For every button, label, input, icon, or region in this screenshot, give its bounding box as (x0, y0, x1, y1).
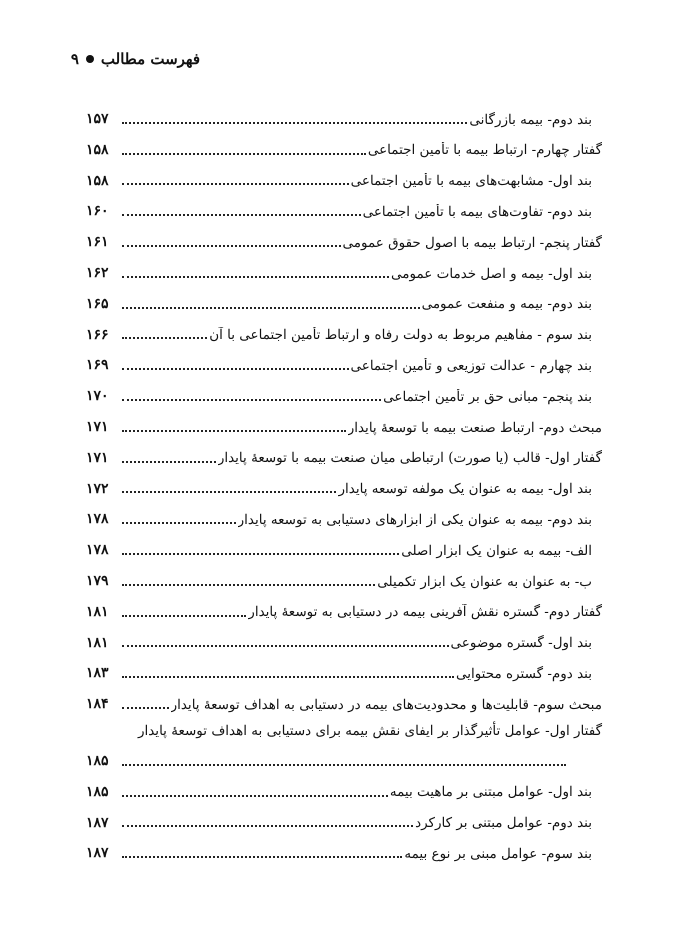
toc-entry-page: ۱۷۹ (86, 572, 109, 589)
toc-entry (86, 436, 602, 467)
toc-entry (86, 682, 602, 713)
toc-entry (86, 189, 602, 220)
leader-dots (122, 552, 399, 555)
toc-entry (86, 621, 602, 652)
toc-entry (86, 831, 602, 862)
toc-entry (86, 220, 602, 251)
toc-entry-page: ۱۶۶ (86, 326, 109, 343)
toc-entry-page: ۱۸۵ (86, 752, 109, 769)
toc-entry-page: ۱۸۱ (86, 634, 109, 651)
toc-entry-title: گفتار اول- عوامل تأثیرگذار بر ایفای نقش بیمه برای دستیابی به اهداف توسعهٔ پایدار (137, 722, 602, 739)
toc-entry-title: مبحث دوم- ارتباط صنعت بیمه با توسعهٔ پایدار (347, 419, 602, 436)
toc-entry-title: بند دوم- بیمه و منفعت عمومی (421, 296, 592, 313)
toc-entry-title: بند اول- عوامل مبتنی بر ماهیت بیمه (389, 784, 592, 801)
toc-entry-title: بند دوم- عوامل مبتنی بر کارکرد (415, 815, 592, 832)
leader-dots (122, 614, 246, 617)
toc-entry-page: ۱۷۰ (86, 388, 109, 405)
toc-entry (86, 282, 602, 313)
toc-entry-title: بند اول- گستره موضوعی (450, 635, 592, 652)
leader-dots (122, 429, 346, 432)
leader-dots (122, 824, 413, 827)
toc-entry (86, 528, 602, 559)
leader-dots (122, 521, 236, 524)
toc-entry (86, 97, 602, 128)
toc-entry-page: ۱۷۸ (86, 542, 109, 559)
toc-entry (86, 559, 602, 590)
toc-entry (86, 343, 602, 374)
toc-entry-title: بند اول- بیمه و اصل خدمات عمومی (391, 265, 592, 282)
toc-entry-title: گفتار اول- قالب (یا صورت) ارتباطی میان صنعت بیمه با توسعهٔ پایدار (217, 450, 602, 467)
toc-entry-page: ۱۸۷ (86, 814, 109, 831)
toc-entry (86, 497, 602, 528)
bullet-icon (86, 55, 94, 63)
leader-dots (122, 675, 454, 678)
toc-entry-title: ب- به عنوان به عنوان یک ابزار تکمیلی (377, 573, 592, 590)
toc-entry-title: الف- بیمه به عنوان یک ابزار اصلی (401, 542, 592, 559)
toc-entry-page: ۱۶۰ (86, 203, 109, 220)
header-title: فهرست مطالب (100, 50, 200, 68)
toc-entry-page: ۱۷۸ (86, 511, 109, 528)
leader-dots (122, 213, 361, 216)
toc-entry-continuation (86, 739, 602, 770)
toc-entry (86, 713, 602, 739)
toc-entry-title: گفتار پنجم- ارتباط بیمه با اصول حقوق عمومی (342, 234, 602, 251)
leader-dots (122, 794, 388, 797)
toc-entry-page: ۱۸۷ (86, 845, 109, 862)
toc-entry-page: ۱۸۱ (86, 603, 109, 620)
toc-entry-title: بند اول- بیمه به عنوان یک مولفه توسعه پایدار (338, 481, 592, 498)
toc-entry-title: بند چهارم - عدالت توزیعی و تأمین اجتماعی (350, 357, 592, 374)
toc-entry-page: ۱۸۴ (86, 696, 109, 713)
toc-entry-title: بند اول- مشابهت‌های بیمه با تأمین اجتماعی (350, 173, 592, 190)
toc-entry (86, 801, 602, 832)
leader-dots (122, 244, 341, 247)
leader-dots (122, 398, 381, 401)
leader-dots (122, 182, 349, 185)
toc-entry-page: ۱۷۱ (86, 449, 109, 466)
leader-dots (122, 490, 336, 493)
toc-entry-page: ۱۸۳ (86, 665, 109, 682)
leader-dots (122, 275, 389, 278)
toc-entry-page: ۱۸۵ (86, 783, 109, 800)
toc-entry-page: ۱۷۱ (86, 418, 109, 435)
leader-dots (122, 855, 402, 858)
toc-entry (86, 770, 602, 801)
toc-entry (86, 251, 602, 282)
toc-entry-title: بند دوم- بیمه بازرگانی (469, 111, 592, 128)
toc-entry-title: بند دوم- گستره محتوایی (455, 665, 592, 682)
toc-entry-page: ۱۶۹ (86, 357, 109, 374)
toc-entry-page: ۱۵۷ (86, 111, 109, 127)
toc-entry-title: بند سوم- عوامل مبنی بر نوع بیمه (404, 845, 592, 862)
leader-dots (122, 121, 467, 124)
toc-entry (86, 467, 602, 498)
leader-dots (122, 460, 216, 463)
toc-entry (86, 159, 602, 190)
running-header (70, 46, 200, 72)
leader-dots (122, 763, 566, 766)
page-number: ۹ (70, 50, 79, 68)
toc-entry-page: ۱۵۸ (86, 172, 109, 189)
leader-dots (122, 152, 366, 155)
toc-entry (86, 590, 602, 621)
toc-entry-page: ۱۶۱ (86, 234, 109, 251)
toc-entry-title: بند دوم- بیمه به عنوان یکی از ابزارهای دستیابی به توسعه پایدار (237, 511, 592, 528)
leader-dots (122, 336, 207, 339)
leader-dots (122, 306, 420, 309)
toc-entry (86, 128, 602, 159)
leader-dots (122, 583, 375, 586)
toc-entry (86, 651, 602, 682)
toc-entry-title: گفتار چهارم- ارتباط بیمه با تأمین اجتماعی (367, 142, 602, 159)
toc-entry-title: مبحث سوم- قابلیت‌ها و محدودیت‌های بیمه در دستیابی به اهداف توسعهٔ پایدار (170, 696, 602, 713)
toc-entry-page: ۱۶۵ (86, 295, 109, 312)
toc-entry-page: ۱۵۸ (86, 141, 109, 158)
toc-entry-title: بند سوم - مفاهیم مربوط به دولت رفاه و ارتباط تأمین اجتماعی با آن (209, 327, 592, 344)
toc-entry (86, 405, 602, 436)
toc-entry-page: ۱۶۲ (86, 264, 109, 281)
toc-entry-page: ۱۷۲ (86, 480, 109, 497)
leader-dots (122, 367, 349, 370)
toc-entry (86, 313, 602, 344)
toc-entry-title: بند پنجم- مبانی حق بر تأمین اجتماعی (383, 388, 592, 405)
toc-entry (86, 374, 602, 405)
leader-dots (122, 644, 449, 647)
table-of-contents (86, 97, 602, 862)
toc-entry-title: بند دوم- تفاوت‌های بیمه با تأمین اجتماعی (362, 204, 592, 220)
toc-entry-title: گفتار دوم- گستره نقش آفرینی بیمه در دستیابی به توسعهٔ پایدار (248, 604, 602, 621)
leader-dots (122, 706, 169, 709)
